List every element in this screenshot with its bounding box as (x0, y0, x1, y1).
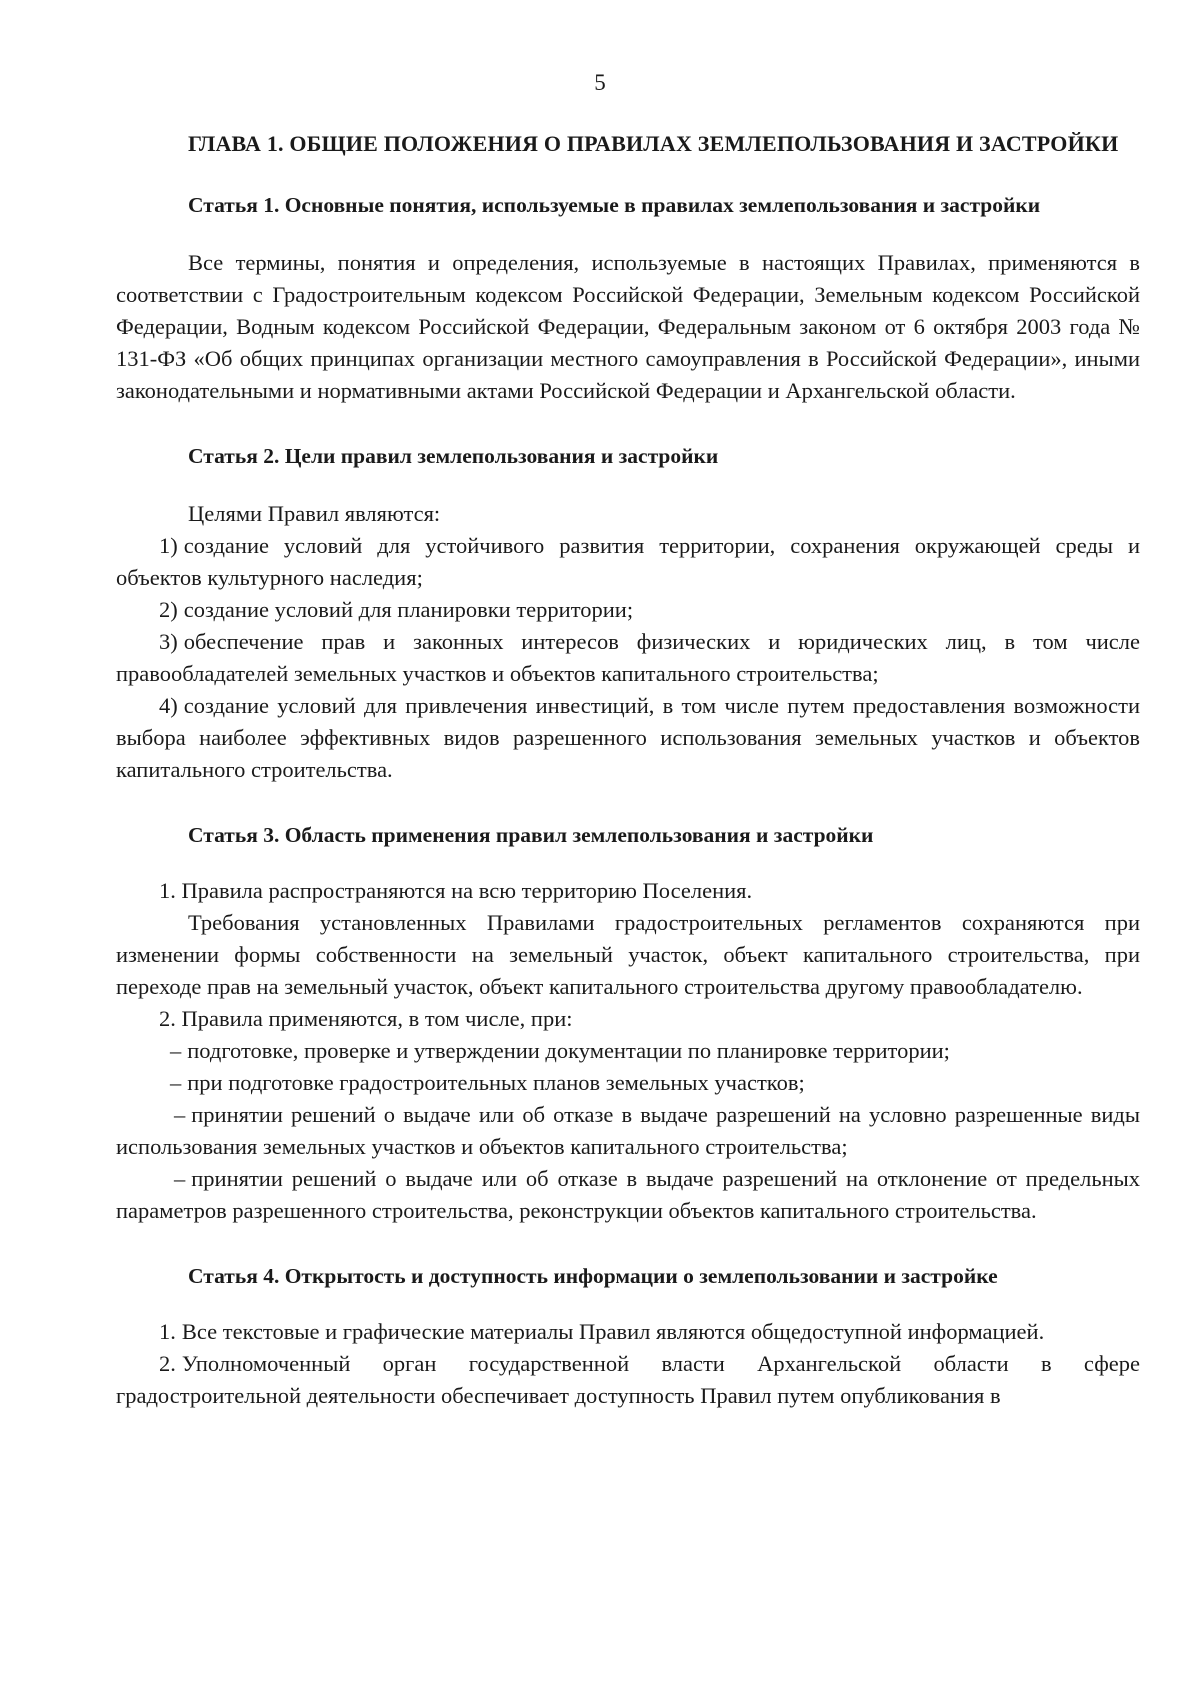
item-number: 4) (159, 693, 178, 718)
item-number: 2. (159, 1351, 176, 1376)
article-3-title: Статья 3. Область применения правил землепользования и застройки (188, 823, 874, 847)
article-1-text: Все термины, понятия и определения, используемые в настоящих Правилах, применяются в соответствии с Градостроительным кодексом Российской Федерации, Земельным кодексом Российской Федерации, Водным кодексом Российской Федерации, Федеральным законом от 6 октября 2003 года № 131-ФЗ «Об общих принципах организации местного самоуправления в Российской Федерации», иными законодательными и нормативными актами Российской Федерации и Архангельской области. (116, 250, 1140, 403)
item-text: принятии решений о выдаче или об отказе в выдаче разрешений на условно разрешенные виды использования земельных участков и объектов капитального строительства; (116, 1102, 1140, 1159)
dash-list-item (116, 1067, 1140, 1099)
item-text: подготовке, проверке и утверждении документации по планировке территории; (187, 1038, 950, 1063)
article-2-title: Статья 2. Цели правил землепользования и застройки (188, 444, 719, 468)
article-3-point-2: 2. Правила применяются, в том числе, при: (159, 1006, 573, 1031)
list-item (116, 690, 1140, 786)
dash-mark: – (170, 1070, 182, 1095)
list-item (116, 594, 1140, 626)
item-text: принятии решений о выдаче или об отказе в выдаче разрешений на отклонение от предельных параметров разрешенного строительства, реконструкции объектов капитального строительства. (116, 1166, 1140, 1223)
article-4-title: Статья 4. Открытость и доступность информации о землепользовании и застройке (188, 1264, 998, 1288)
item-text: обеспечение прав и законных интересов физических и юридических лиц, в том числе правообладателей земельных участков и объектов капитального строительства; (116, 629, 1140, 686)
article-1-title: Статья 1. Основные понятия, используемые в правилах землепользования и застройки (188, 193, 1041, 217)
document-body (116, 128, 1140, 1412)
page-number: 5 (594, 70, 606, 95)
item-number: 1) (159, 533, 178, 558)
chapter-title: ГЛАВА 1. ОБЩИЕ ПОЛОЖЕНИЯ О ПРАВИЛАХ ЗЕМЛЕПОЛЬЗОВАНИЯ И ЗАСТРОЙКИ (188, 131, 1119, 156)
article-3-paragraph: Требования установленных Правилами градостроительных регламентов сохраняются при изменении формы собственности на земельный участок, объект капитального строительства, при переходе прав на земельный участок, объект капитального строительства другому правообладателю. (116, 910, 1140, 999)
item-text: Уполномоченный орган государственной власти Архангельской области в сфере градостроительной деятельности обеспечивает доступность Правил путем опубликования в (116, 1351, 1140, 1408)
dash-list-item (116, 1099, 1140, 1163)
dash-mark: – (170, 1038, 182, 1063)
item-number: 2) (159, 597, 178, 622)
list-item (116, 530, 1140, 594)
item-number: 3) (159, 629, 178, 654)
list-item (116, 626, 1140, 690)
item-text: создание условий для устойчивого развития территории, сохранения окружающей среды и объектов культурного наследия; (116, 533, 1140, 590)
list-item (116, 1316, 1140, 1348)
dash-mark: – (174, 1166, 186, 1191)
dash-mark: – (174, 1102, 186, 1127)
item-text: создание условий для планировки территории; (183, 597, 634, 622)
item-number: 1. (159, 1319, 176, 1344)
item-text: Все текстовые и графические материалы Правил являются общедоступной информацией. (181, 1319, 1045, 1344)
list-item (116, 1348, 1140, 1412)
dash-list-item (116, 1163, 1140, 1227)
dash-list-item (116, 1035, 1140, 1067)
item-text: при подготовке градостроительных планов земельных участков; (187, 1070, 805, 1095)
article-3-point-1: 1. Правила распространяются на всю территорию Поселения. (159, 878, 753, 903)
article-2-intro: Целями Правил являются: (188, 501, 441, 526)
item-text: создание условий для привлечения инвестиций, в том числе путем предоставления возможности выбора наиболее эффективных видов разрешенного использования земельных участков и объектов капитального строительства. (116, 693, 1140, 782)
